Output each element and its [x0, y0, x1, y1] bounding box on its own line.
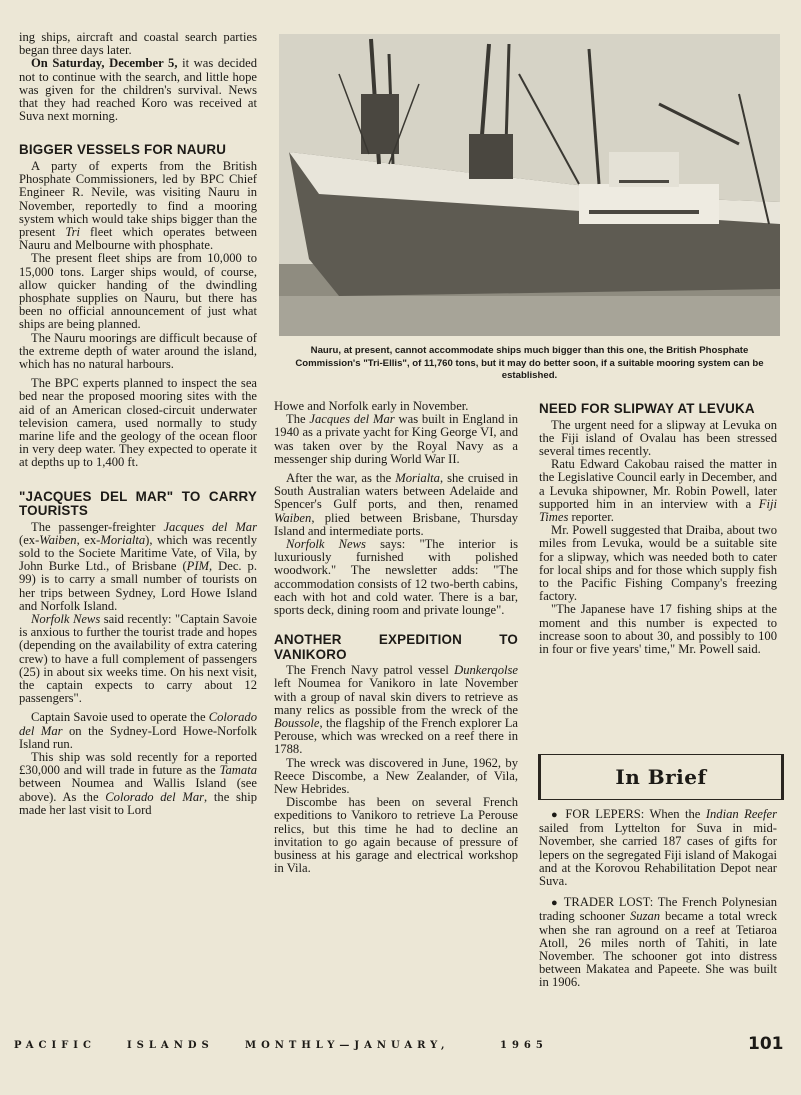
- paragraph: Discombe has been on several French expeditions to Vanikoro to retrieve La Perouse relics, but this time he had to decline an invitation to go again because of pressure of business at his garage and electrical workshop in Vila.: [274, 795, 518, 876]
- paragraph: This ship was sold recently for a reported £30,000 and will trade in future as the Tamata between Noumea and Wallis Island (see above). As the Colorado del Mar, the ship made her last visit to Lord: [19, 750, 258, 817]
- in-brief-title: In Brief: [615, 765, 707, 789]
- paragraph: "The Japanese have 17 fishing ships at the moment and this number is expected to increase soon to about 30, and possibly to 100 in four or five years' time," Mr. Powell said.: [539, 602, 777, 656]
- photo-caption: Nauru, at present, cannot accommodate ships much bigger than this one, the British Phosphate Commission's "Tri-Ellis", of 11,760 tons, but it may do better soon, if a suitable mooring system can be established.: [295, 345, 764, 382]
- paragraph: Ratu Edward Cakobau raised the matter in the Legislative Council early in December, and a Levuka shipowner, Mr. Robin Powell, later supported him in an interview with a Fiji Times reporter.: [539, 457, 777, 524]
- footer-islands: ISLANDS: [127, 1040, 214, 1051]
- paragraph: Norfolk News says: "The interior is luxuriously furnished with polished woodwork." The newsletter adds: "The accommodation consists of 12 two-berth cabins, each with hot and cold water. There is a bar, sports deck, dining room and private lounge".: [274, 537, 518, 618]
- paragraph: ing ships, aircraft and coastal search parties began three days later.: [19, 30, 257, 58]
- column-2: [274, 400, 518, 876]
- headline-jacques-del-mar: "JACQUES DEL MAR" TO CARRY TOURISTS: [19, 488, 257, 519]
- footer-year: 1965: [500, 1040, 548, 1051]
- column-1: [19, 31, 257, 817]
- in-brief-box: [538, 754, 784, 800]
- bullet-icon: ●: [551, 897, 560, 910]
- page-number: 101: [748, 1034, 784, 1054]
- paragraph: Howe and Norfolk early in November.: [274, 399, 469, 413]
- headline-bigger-vessels: BIGGER VESSELS FOR NAURU: [19, 142, 227, 158]
- paragraph: Captain Savoie used to operate the Colorado del Mar on the Sydney-Lord Howe-Norfolk Island run.: [19, 710, 257, 751]
- paragraph: On Saturday, December 5, it was decided not to continue with the search, and little hope was given for the children's survival. News that they had reached Koro was received at Suva next morning.: [19, 56, 258, 124]
- ship-illustration: [279, 34, 780, 336]
- paragraph: A party of experts from the British Phosphate Commissioners, led by BPC Chief Engineer R. Nevile, was visiting Nauru in November, reportedly to find a mooring system which would take ships bigger than the present Tri fleet which operates between Nauru and Melbourne with phosphate.: [19, 158, 258, 253]
- paragraph: The French Navy patrol vessel Dunkerqolse left Noumea for Vanikoro in late November with a group of naval skin divers to retrieve as many relics as possible from the wreck of the Boussole, the flagship of the French explorer La Perouse, which was wrecked on a reef there in 1788.: [274, 663, 518, 757]
- in-brief-items: [539, 808, 777, 990]
- ship-photo: [279, 34, 780, 336]
- paragraph: The Jacques del Mar was built in England in 1940 as a private yacht for King George VI, and was taken over by the Royal Navy as a messenger ship during World War II.: [274, 412, 519, 466]
- paragraph: The wreck was discovered in June, 1962, by Reece Discombe, a New Zealander, of Vila, New Hebrides.: [274, 755, 518, 797]
- paragraph: The present fleet ships are from 10,000 to 15,000 tons. Larger ships would, of course, allow quicker handing of the dwindling phosphate supplies on Nauru, but there has been no official announcement of just what ships are being planned.: [19, 251, 257, 332]
- paragraph: The Nauru moorings are difficult because of the extreme depth of water around the island, which has no natural harbours.: [19, 330, 257, 371]
- paragraph: Mr. Powell suggested that Draiba, about two miles from Levuka, would be a suitable site for a slipway, which was needed both to cater for local ships and for those which supply fish to the Pacific Fishing Company's freezing factory.: [539, 523, 777, 604]
- bullet-icon: ●: [551, 809, 560, 821]
- paragraph: After the war, as the Morialta, she cruised in South Australian waters between Adelaide and Spencer's Gulf ports, and then, renamed Waiben, plied between Brisbane, Thursday Island and intermediate ports.: [274, 471, 518, 538]
- headline-vanikoro: ANOTHER EXPEDITION TO VANIKORO: [274, 632, 518, 662]
- headline-slipway: NEED FOR SLIPWAY AT LEVUKA: [539, 401, 755, 416]
- paragraph: The urgent need for a slipway at Levuka on the Fiji island of Ovalau has been stressed several times recently.: [539, 417, 777, 458]
- column-3: [539, 402, 777, 656]
- brief-item-lepers: ● FOR LEPERS: When the Indian Reefer sailed from Lyttelton for Suva in mid-November, she carried 187 cases of gifts for lepers on the segregated Fiji island of Makogai and at the Korovou Rehabilitation Depot near Suva.: [539, 807, 777, 889]
- footer-pacific: PACIFIC: [14, 1040, 96, 1051]
- footer-monthly: MONTHLY—JANUARY,: [245, 1040, 450, 1051]
- brief-item-trader-lost: ● TRADER LOST: The French Polynesian trading schooner Suzan became a total wreck when she ran aground on a reef at Tetiaroa Atoll, 26 miles north of Tahiti, in late November. The schooner got into distress between Makatea and Papeete. She was built in 1906.: [539, 895, 777, 990]
- paragraph: Norfolk News said recently: "Captain Savoie is anxious to further the tourist trade and hopes (depending on the availability of extra catering crew) to have a full complement of passengers (25) in about six weeks time. On his next visit, the captain expects to carry about 12 passengers".: [19, 612, 257, 706]
- paragraph: The passenger-freighter Jacques del Mar (ex-Waiben, ex-Morialta), which was recently sold to the Societe Maritime Vate, of Vila, by John Burke Ltd., of Brisbane (PIM, Dec. p. 99) is to carry a small number of tourists on her trips between Sydney, Lord Howe Island and Norfolk Island.: [19, 519, 258, 613]
- page-footer: [14, 1036, 784, 1056]
- paragraph: The BPC experts planned to inspect the sea bed near the proposed mooring sites with the aid of an American closed-circuit underwater television camera, used normally to study marine life and the geology of the ocean floor in very deep water. They expected to operate it at depths up to 1,400 ft.: [19, 376, 257, 470]
